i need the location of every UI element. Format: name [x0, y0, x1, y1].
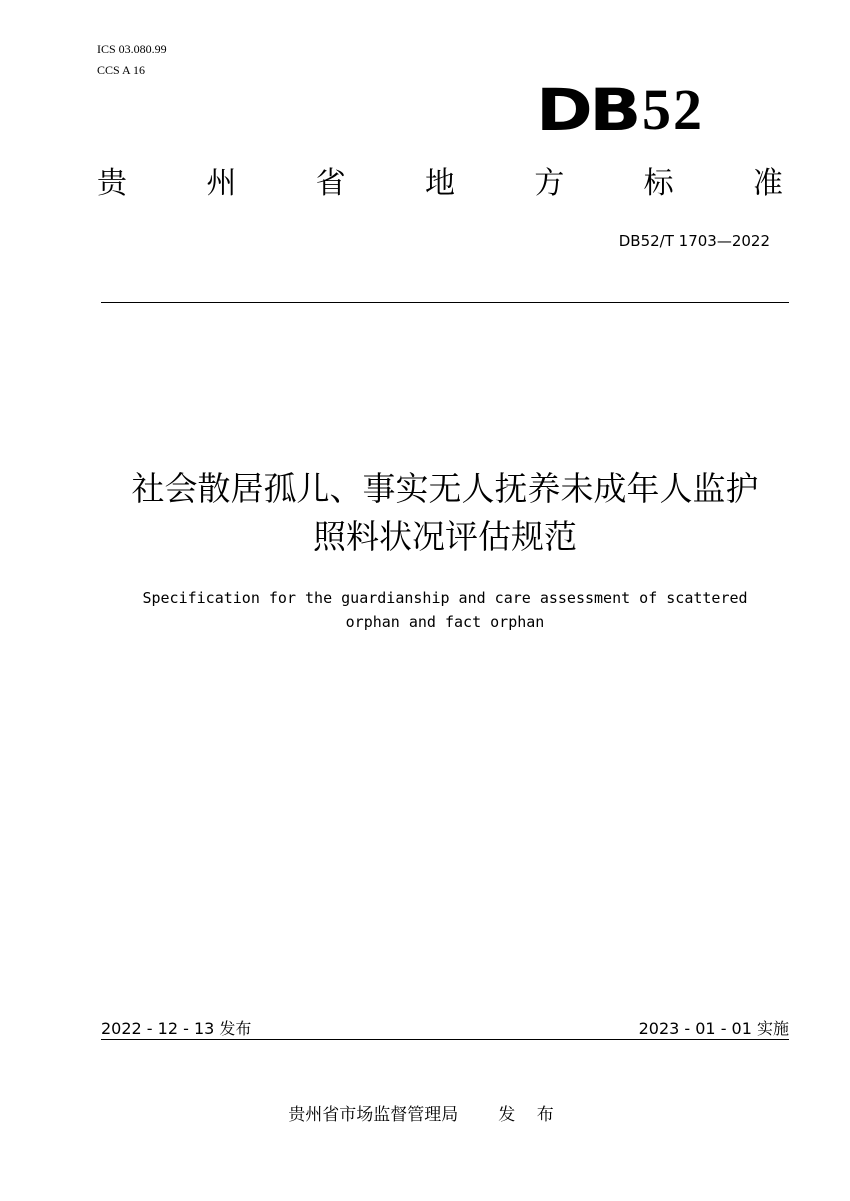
- effective-date: 2023 - 01 - 01 实施: [638, 1019, 789, 1038]
- standard-type-heading: [97, 164, 783, 204]
- logo-number: 52: [642, 77, 704, 142]
- db52-logo: [536, 76, 704, 144]
- title-en-line1: Specification for the guardianship and care assessment of scattered: [142, 589, 748, 607]
- standard-type-char: 贵: [97, 166, 127, 201]
- title-cn-line1: 社会散居孤儿、事实无人抚养未成年人监护: [131, 469, 759, 508]
- standard-type-char: 方: [534, 166, 565, 201]
- bottom-divider: [101, 1039, 789, 1040]
- issue-date: 2022 - 12 - 13 发布: [101, 1019, 252, 1038]
- title-en-line2: orphan and fact orphan: [345, 613, 545, 631]
- standard-number: DB52/T 1703—2022: [618, 232, 770, 250]
- standard-type-char: 准: [752, 166, 783, 201]
- logo-prefix: DB: [536, 76, 638, 144]
- standard-type-char: 标: [643, 166, 674, 201]
- standard-type-char: 省: [315, 166, 346, 201]
- ics-code: ICS 03.080.99: [97, 42, 167, 56]
- standard-type-char: 地: [424, 166, 455, 201]
- standard-type-char: 州: [206, 166, 237, 201]
- issuer: [0, 1100, 850, 1125]
- top-divider: [101, 302, 789, 303]
- issuer-name: 贵州省市场监督管理局: [288, 1105, 459, 1125]
- ccs-code: CCS A 16: [97, 63, 146, 77]
- issuer-action: 发 布: [498, 1105, 562, 1125]
- title-cn-line2: 照料状况评估规范: [313, 517, 577, 556]
